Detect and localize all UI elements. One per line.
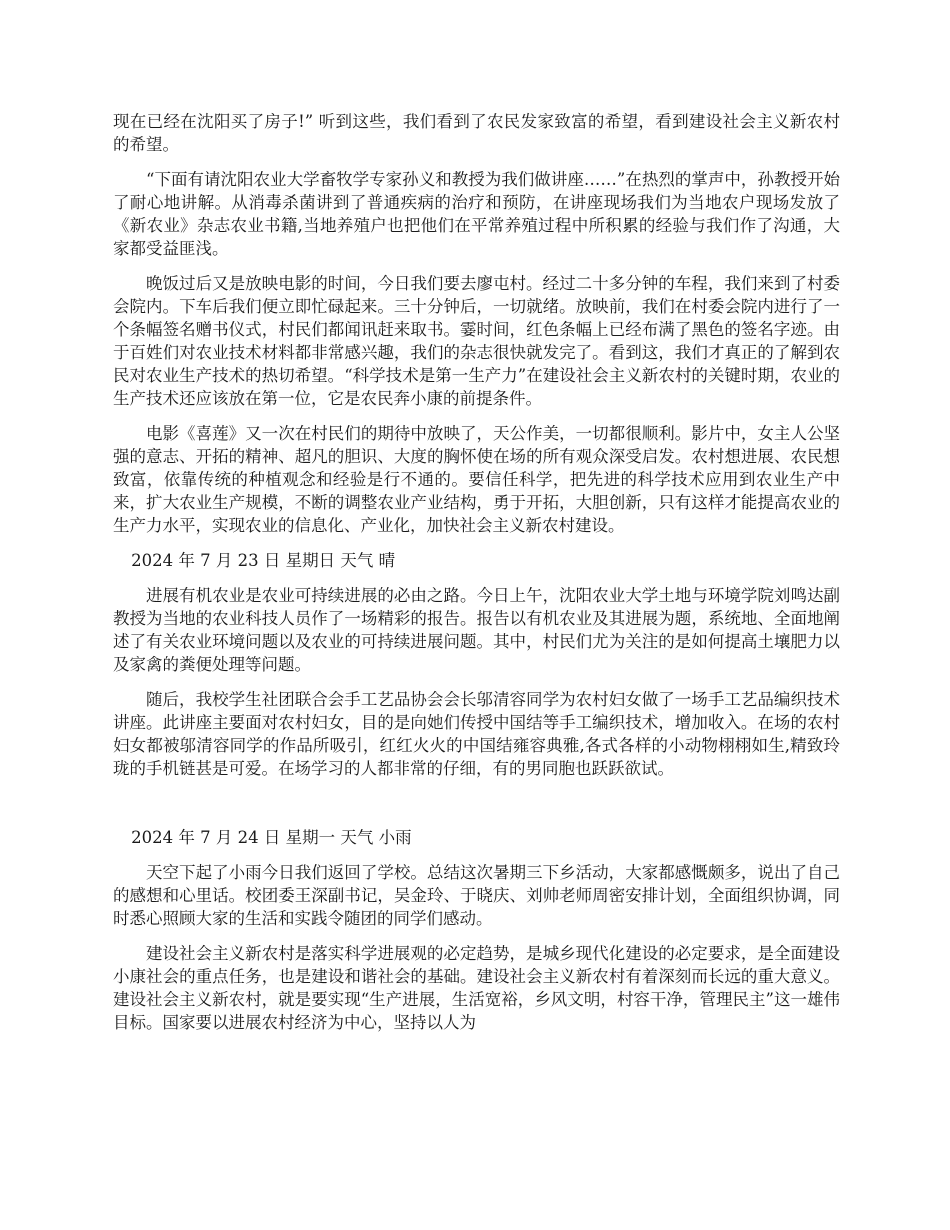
- paragraph: 电影《喜莲》又一次在村民们的期待中放映了，天公作美，一切都很顺利。影片中，女主人公坚强的意志、开拓的精神、超凡的胆识、大度的胸怀使在场的所有观众深受启发。农村想进展、农民想致富，依靠传统的种植观念和经验是行不通的。要信任科学，把先进的科学技术应用到农业生产中来，扩大农业生产规模，不断的调整农业产业结构，勇于开拓，大胆创新，只有这样才能提高农业的生产力水平，实现农业的信息化、产业化，加快社会主义新农村建设。: [113, 424, 840, 535]
- paragraph: 晚饭过后又是放映电影的时间，今日我们要去廖屯村。经过二十多分钟的车程，我们来到了村委会院内。下车后我们便立即忙碌起来。三十分钟后，一切就绪。放映前，我们在村委会院内进行了一个条幅签名赠书仪式，村民们都闻讯赶来取书。霎时间，红色条幅上已经布满了黑色的签名字迹。由于百姓们对农业技术材料都非常感兴趣，我们的杂志很快就发完了。看到这，我们才真正的了解到农民对农业生产技术的热切希望。“科学技术是第一生产力”在建设社会主义新农村的关键时期，农业的生产技术还应该放在第一位，它是农民奔小康的前提条件。: [113, 274, 840, 408]
- paragraph: 天空下起了小雨今日我们返回了学校。总结这次暑期三下乡活动，大家都感慨颇多，说出了自己的感想和心里话。校团委王深副书记，吴金玲、于晓庆、刘帅老师周密安排计划，全面组织协调，同时悉心照顾大家的生活和实践令随团的同学们感动。: [113, 863, 840, 928]
- paragraph: 建设社会主义新农村是落实科学进展观的必定趋势，是城乡现代化建设的必定要求，是全面建设小康社会的重点任务，也是建设和谐社会的基础。建设社会主义新农村有着深刻而长远的重大意义。建设社会主义新农村，就是要实现“生产进展，生活宽裕，乡风文明，村容干净，管理民主”这一雄伟目标。国家要以进展农村经济为中心，坚持以人为: [113, 944, 840, 1032]
- paragraph: 进展有机农业是农业可持续进展的必由之路。今日上午，沈阳农业大学土地与环境学院刘鸣达副教授为当地的农业科技人员作了一场精彩的报告。报告以有机农业及其进展为题，系统地、全面地阐述了有关农业环境问题以及农业的可持续进展问题。其中，村民们尤为关注的是如何提高土壤肥力以及家禽的粪便处理等问题。: [113, 586, 840, 674]
- document-page: [113, 110, 840, 1046]
- diary-date-heading: 2024 年 7 月 24 日 星期一 天气 小雨: [131, 828, 412, 847]
- diary-date-heading: 2024 年 7 月 23 日 星期日 天气 晴: [131, 551, 396, 570]
- paragraph: 随后，我校学生社团联合会手工艺品协会会长邬清容同学为农村妇女做了一场手工艺品编织技术讲座。此讲座主要面对农村妇女，目的是向她们传授中国结等手工编织技术，增加收入。在场的农村妇女都被邬清容同学的作品所吸引，红红火火的中国结雍容典雅,各式各样的小动物栩栩如生,精致玲珑的手机链甚是可爱。在场学习的人都非常的仔细，有的男同胞也跃跃欲试。: [113, 690, 840, 778]
- section-spacer: [113, 792, 840, 826]
- paragraph: “下面有请沈阳农业大学畜牧学专家孙义和教授为我们做讲座……”在热烈的掌声中，孙教授开始了耐心地讲解。从消毒杀菌讲到了普通疾病的治疗和预防，在讲座现场我们为当地农户现场发放了《新农业》杂志农业书籍,当地养殖户也把他们在平常养殖过程中所积累的经验与我们作了沟通，大家都受益匪浅。: [113, 170, 840, 258]
- paragraph: 现在已经在沈阳买了房子!” 听到这些，我们看到了农民发家致富的希望，看到建设社会主义新农村的希望。: [113, 112, 840, 154]
